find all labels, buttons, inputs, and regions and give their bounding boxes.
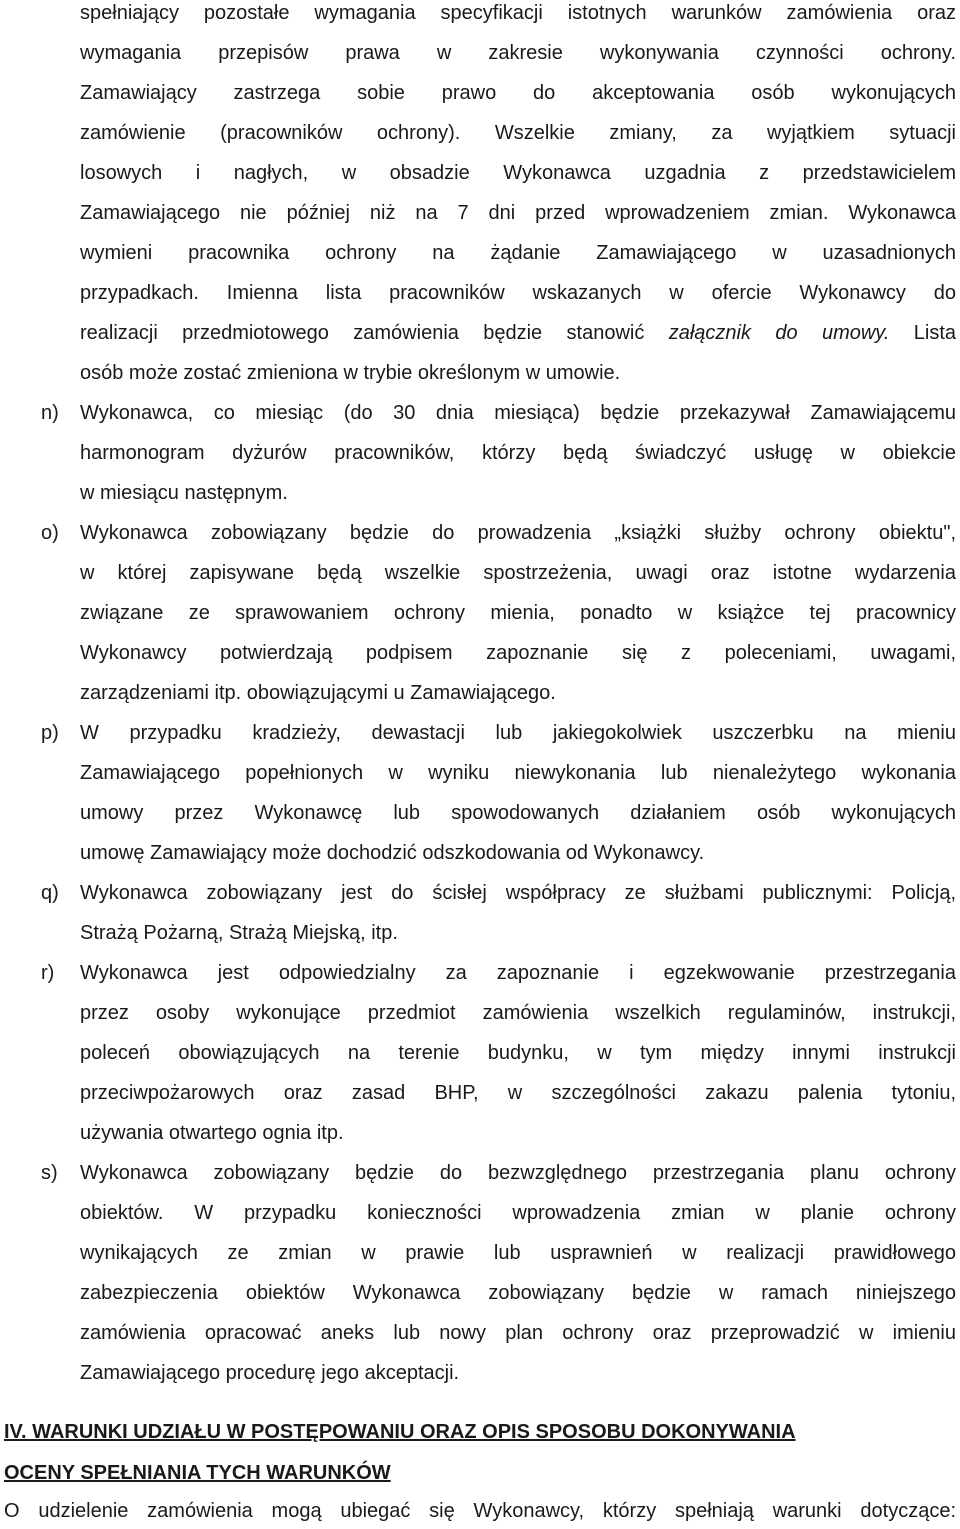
text-line: Wykonawcy potwierdzają podpisem zapoznanie się z poleceniami, uwagami, <box>80 642 956 664</box>
text-line: spełniający pozostałe wymagania specyfikacji istotnych warunków zamówienia oraz <box>80 2 956 24</box>
text-line: poleceń obowiązujących na terenie budynku, w tym między innymi instrukcji <box>80 1042 956 1064</box>
text-line: związane ze sprawowaniem ochrony mienia, ponadto w książce tej pracownicy <box>80 602 956 624</box>
list-marker: s) <box>41 1162 58 1184</box>
text-line: Strażą Pożarną, Strażą Miejską, itp. <box>80 922 398 944</box>
list-marker: q) <box>41 882 59 904</box>
text-line: losowych i nagłych, w obsadzie Wykonawca uzgadnia z przedstawicielem <box>80 162 956 184</box>
text-line: Zamawiającego popełnionych w wyniku niewykonania lub nienależytego wykonania <box>80 762 956 784</box>
text-line: osób może zostać zmieniona w trybie określonym w umowie. <box>80 362 621 384</box>
text-line: Wykonawca zobowiązany będzie do prowadzenia „książki służby ochrony obiektu", <box>80 522 956 544</box>
text-line: wymieni pracownika ochrony na żądanie Zamawiającego w uzasadnionych <box>80 242 956 264</box>
list-marker: r) <box>41 962 55 984</box>
text-line: przypadkach. Imienna lista pracowników wskazanych w ofercie Wykonawcy do <box>80 282 956 304</box>
text-run: Lista <box>913 322 957 344</box>
text-line: wymagania przepisów prawa w zakresie wykonywania czynności ochrony. <box>80 42 956 64</box>
text-line: zarządzeniami itp. obowiązującymi u Zamawiającego. <box>80 682 556 704</box>
section-intro: O udzielenie zamówienia mogą ubiegać się Wykonawcy, którzy spełniają warunki dotyczące: <box>4 1500 956 1522</box>
text-line: Wykonawca zobowiązany jest do ścisłej współpracy ze służbami publicznymi: Policją, <box>80 882 956 904</box>
text-line: Zamawiający zastrzega sobie prawo do akceptowania osób wykonujących <box>80 82 956 104</box>
text-line: zamówienie (pracowników ochrony). Wszelkie zmiany, za wyjątkiem sytuacji <box>80 122 956 144</box>
text-line: zamówienia opracować aneks lub nowy plan ochrony oraz przeprowadzić w imieniu <box>80 1322 956 1344</box>
text-line: w miesiącu następnym. <box>80 482 288 504</box>
list-marker: n) <box>41 402 59 424</box>
text-line: zabezpieczenia obiektów Wykonawca zobowiązany będzie w ramach niniejszego <box>80 1282 956 1304</box>
text-line: w której zapisywane będą wszelkie spostrzeżenia, uwagi oraz istotne wydarzenia <box>80 562 956 584</box>
section-heading-line: IV. WARUNKI UDZIAŁU W POSTĘPOWANIU ORAZ OPIS SPOSOBU DOKONYWANIA <box>4 1421 796 1443</box>
list-marker: p) <box>41 722 59 744</box>
text-line: Wykonawca zobowiązany będzie do bezwzględnego przestrzegania planu ochrony <box>80 1162 956 1184</box>
text-line: obiektów. W przypadku konieczności wprowadzenia zmian w planie ochrony <box>80 1202 956 1224</box>
text-line: przeciwpożarowych oraz zasad BHP, w szczególności zakazu palenia tytoniu, <box>80 1082 956 1104</box>
text-line: przez osoby wykonujące przedmiot zamówienia wszelkich regulaminów, instrukcji, <box>80 1002 956 1024</box>
text-line: używania otwartego ognia itp. <box>80 1122 344 1144</box>
text-run: realizacji przedmiotowego zamówienia będzie stanowić <box>80 322 645 344</box>
text-line: Wykonawca, co miesiąc (do 30 dnia miesiąca) będzie przekazywał Zamawiającemu <box>80 402 956 424</box>
text-line: Zamawiającego procedurę jego akceptacji. <box>80 1362 460 1384</box>
text-line: wynikających ze zmian w prawie lub usprawnień w realizacji prawidłowego <box>80 1242 956 1264</box>
text-line: W przypadku kradzieży, dewastacji lub jakiegokolwiek uszczerbku na mieniu <box>80 722 956 744</box>
text-line: umowy przez Wykonawcę lub spowodowanych działaniem osób wykonujących <box>80 802 956 824</box>
text-line: harmonogram dyżurów pracowników, którzy będą świadczyć usługę w obiekcie <box>80 442 956 464</box>
list-marker: o) <box>41 522 59 544</box>
annex-reference: załącznik do umowy. <box>668 322 890 344</box>
section-heading-line: OCENY SPEŁNIANIA TYCH WARUNKÓW <box>4 1462 391 1484</box>
text-line <box>80 321 956 345</box>
text-line: Zamawiającego nie później niż na 7 dni przed wprowadzeniem zmian. Wykonawca <box>80 202 956 224</box>
text-line: umowę Zamawiający może dochodzić odszkodowania od Wykonawcy. <box>80 842 705 864</box>
text-line: Wykonawca jest odpowiedzialny za zapoznanie i egzekwowanie przestrzegania <box>80 962 956 984</box>
